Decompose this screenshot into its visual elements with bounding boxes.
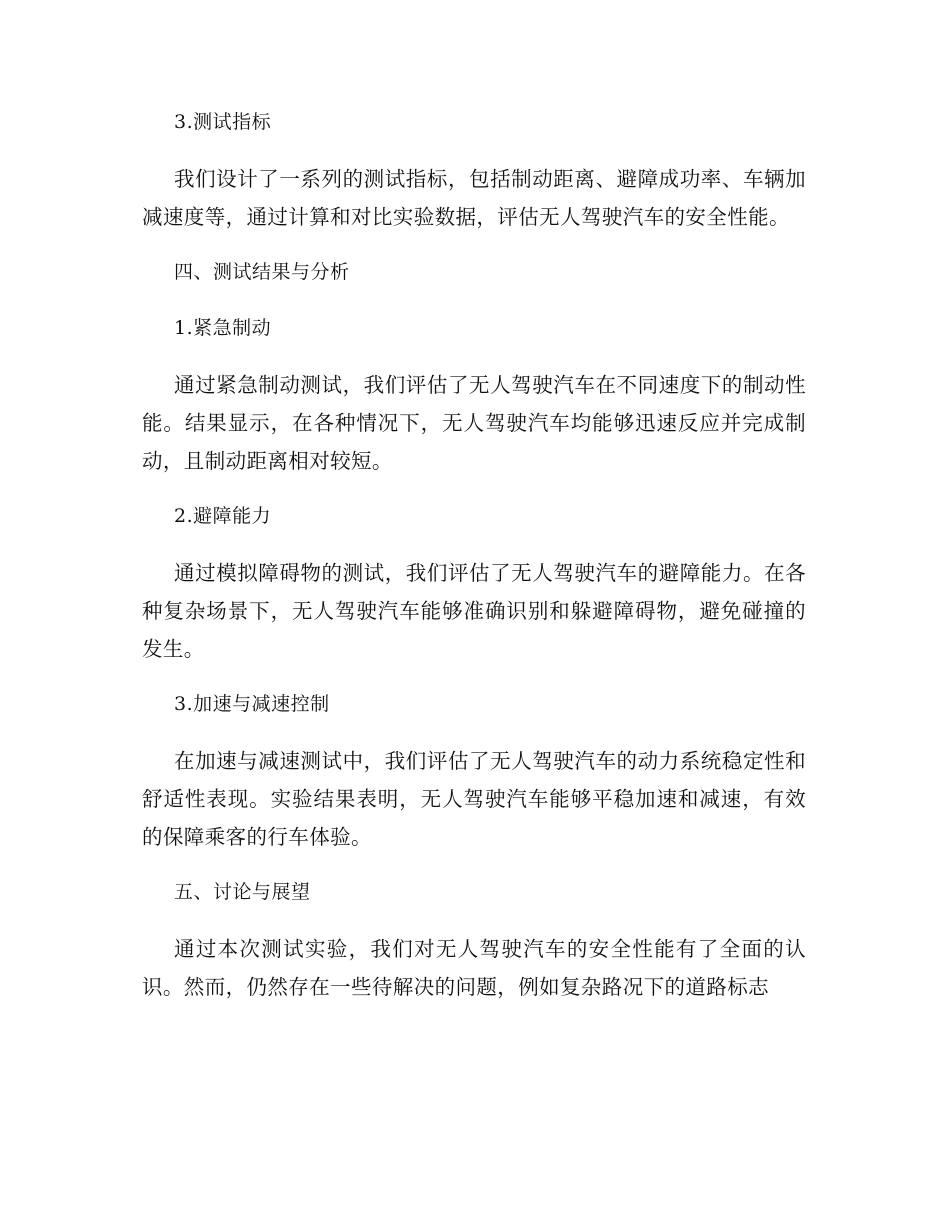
- heading-discussion-outlook: 五、讨论与展望: [174, 881, 311, 903]
- paragraph-obstacle-avoidance: 通过模拟障碍物的测试，我们评估了无人驾驶汽车的避障能力。在各种复杂场景下，无人驾驶汽车能够准确识别和躲避障碍物，避免碰撞的发生。: [142, 561, 806, 661]
- heading-emergency-braking: 1.紧急制动: [174, 317, 272, 339]
- paragraph-emergency-braking: 通过紧急制动测试，我们评估了无人驾驶汽车在不同速度下的制动性能。结果显示，在各种情况下，无人驾驶汽车均能够迅速反应并完成制动，且制动距离相对较短。: [142, 373, 806, 473]
- paragraph-discussion-outlook: 通过本次测试实验，我们对无人驾驶汽车的安全性能有了全面的认识。然而，仍然存在一些待解决的问题，例如复杂路况下的道路标志: [142, 937, 806, 999]
- heading-accel-decel-control: 3.加速与减速控制: [174, 693, 330, 715]
- paragraph-accel-decel-control: 在加速与减速测试中，我们评估了无人驾驶汽车的动力系统稳定性和舒适性表现。实验结果表明，无人驾驶汽车能够平稳加速和减速，有效的保障乘客的行车体验。: [142, 749, 806, 849]
- heading-results-analysis: 四、测试结果与分析: [174, 261, 350, 283]
- heading-test-metrics: 3.测试指标: [174, 111, 272, 133]
- heading-obstacle-avoidance: 2.避障能力: [174, 505, 272, 527]
- paragraph-test-metrics: 我们设计了一系列的测试指标，包括制动距离、避障成功率、车辆加减速度等，通过计算和对比实验数据，评估无人驾驶汽车的安全性能。: [142, 167, 806, 229]
- document-body: [142, 104, 806, 1024]
